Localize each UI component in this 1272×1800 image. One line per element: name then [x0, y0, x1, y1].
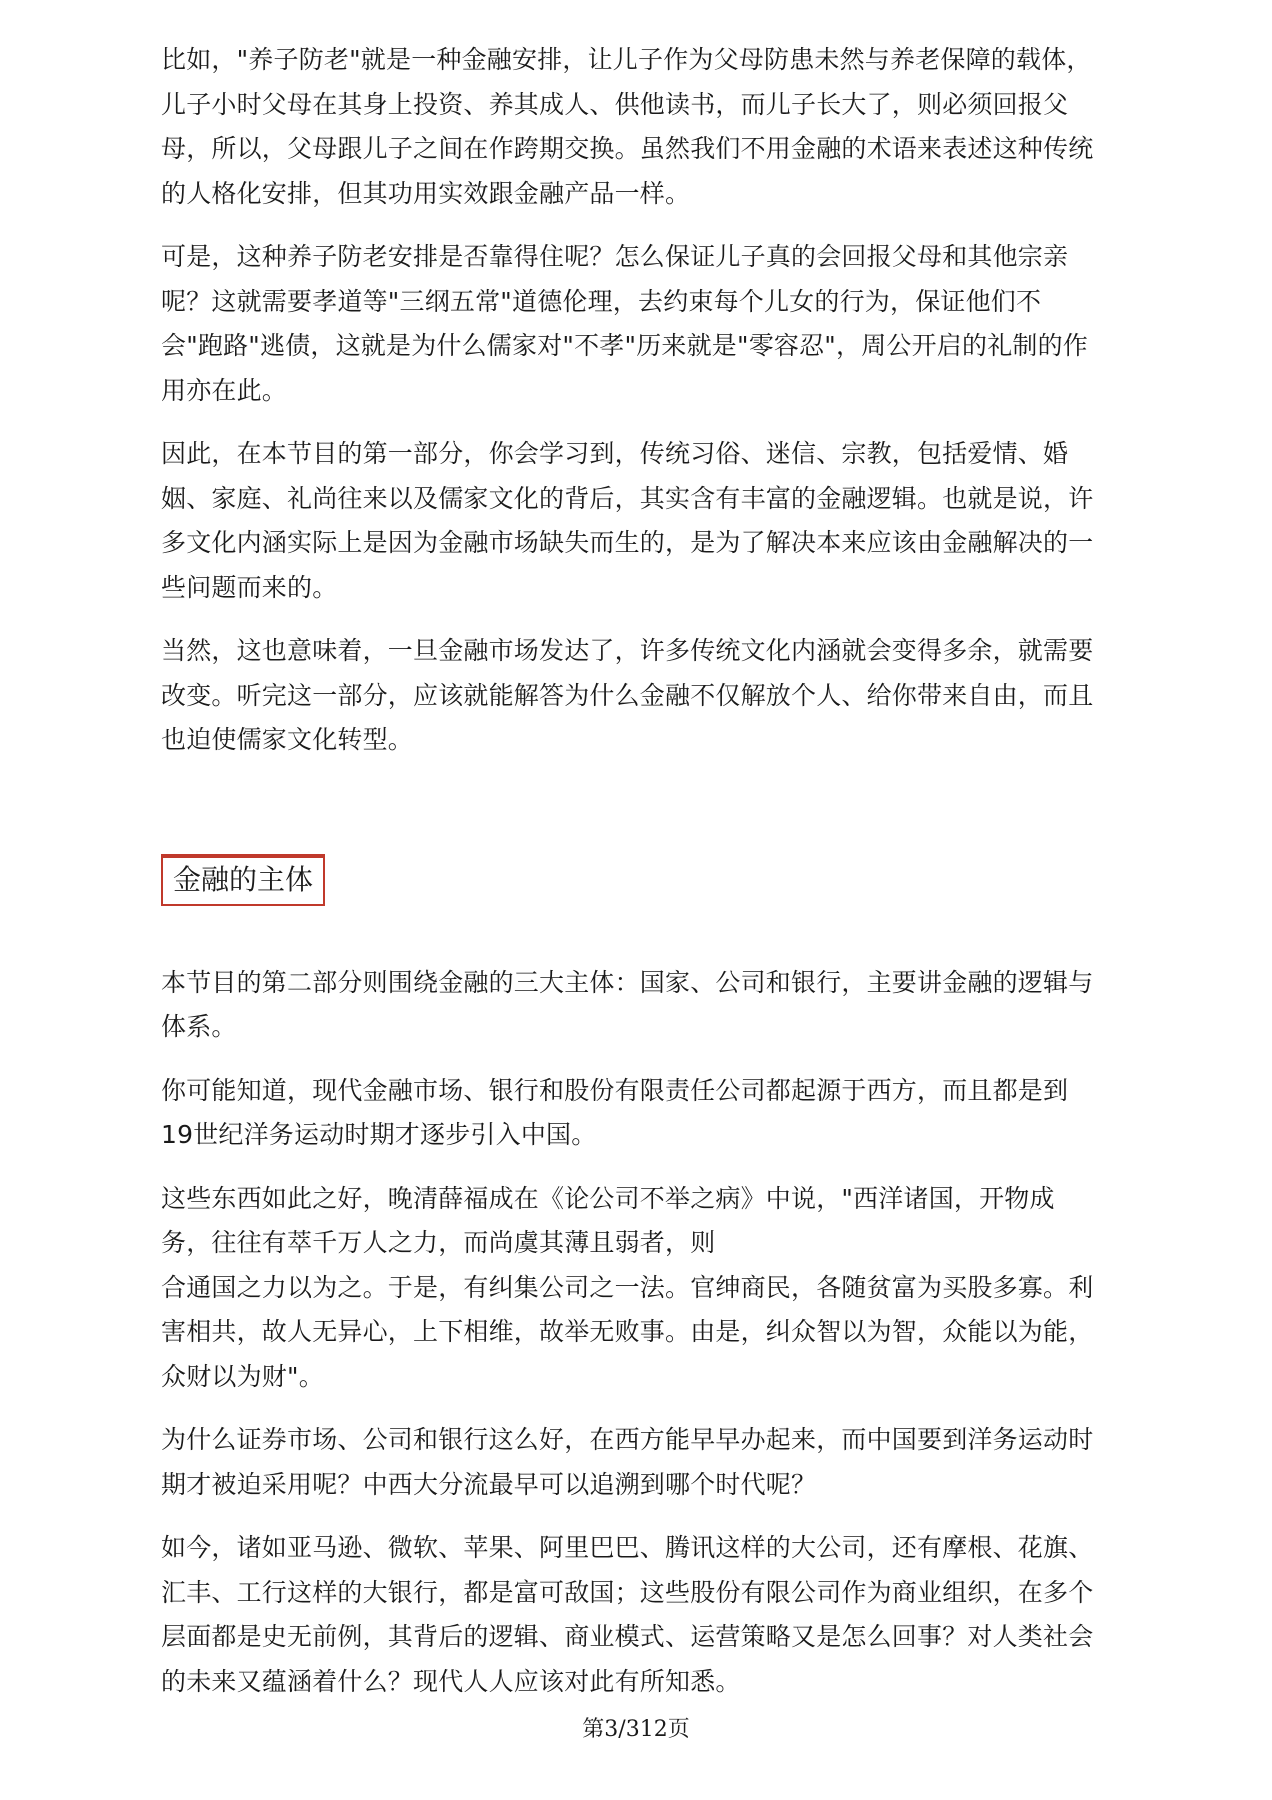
page-number: 第3/312页 — [582, 1717, 690, 1742]
text-line: 合通国之力以为之。于是，有纠集公司之一法。官绅商民，各随贫富为买股多寡。利 — [161, 1272, 1094, 1302]
paragraph — [161, 38, 1121, 216]
text-line: 呢？这就需要孝道等"三纲五常"道德伦理，去约束每个儿女的行为，保证他们不 — [161, 286, 1042, 316]
text-line: 因此，在本节目的第一部分，你会学习到，传统习俗、迷信、宗教，包括爱情、婚 — [161, 439, 1069, 468]
paragraph — [161, 1526, 1121, 1704]
text-line: 多文化内涵实际上是因为金融市场缺失而生的，是为了解决本来应该由金融解决的一 — [161, 528, 1094, 557]
text-line: 的未来又蕴涵着什么？现代人人应该对此有所知悉。 — [161, 1666, 741, 1696]
text-line: 如今，诸如亚马逊、微软、苹果、阿里巴巴、腾讯这样的大公司，还有摩根、花旗、 — [161, 1533, 1094, 1562]
text-line: 改变。听完这一部分，应该就能解答为什么金融不仅解放个人、给你带来自由，而且 — [161, 680, 1094, 710]
paragraph — [161, 432, 1121, 610]
text-line: 19世纪洋务运动时期才逐步引入中国。 — [161, 1120, 597, 1149]
text-line: 当然，这也意味着，一旦金融市场发达了，许多传统文化内涵就会变得多余，就需要 — [161, 636, 1094, 665]
paragraphs-bottom — [161, 961, 1121, 1705]
text-line: 害相共，故人无异心，上下相维，故举无败事。由是，纠众智以为智，众能以为能， — [161, 1317, 1094, 1346]
text-line: 可是，这种养子防老安排是否靠得住呢？怎么保证儿子真的会回报父母和其他宗亲 — [161, 242, 1069, 271]
text-line: 的人格化安排，但其功用实效跟金融产品一样。 — [161, 178, 691, 208]
paragraph — [161, 629, 1121, 763]
text-line: 本节目的第二部分则围绕金融的三大主体：国家、公司和银行，主要讲金融的逻辑与 — [161, 967, 1094, 997]
text-line: 儿子小时父母在其身上投资、养其成人、供他读书，而儿子长大了，则必须回报父 — [161, 89, 1069, 119]
text-line: 母，所以，父母跟儿子之间在作跨期交换。虽然我们不用金融的术语来表述这种传统 — [161, 134, 1094, 163]
text-line: 务，往往有萃千万人之力，而尚虞其薄且弱者，则 — [161, 1228, 716, 1257]
paragraph — [161, 235, 1121, 413]
paragraph — [161, 1418, 1121, 1507]
paragraph — [161, 1177, 1121, 1400]
text-line: 为什么证券市场、公司和银行这么好，在西方能早早办起来，而中国要到洋务运动时 — [161, 1425, 1094, 1454]
text-line: 体系。 — [161, 1012, 237, 1041]
paragraph — [161, 961, 1121, 1050]
text-line: 比如，"养子防老"就是一种金融安排，让儿子作为父母防患未然与养老保障的载体， — [161, 45, 1092, 74]
text-line: 用亦在此。 — [161, 375, 288, 405]
document-body — [161, 38, 1121, 1723]
text-line: 会"跑路"逃债，这就是为什么儒家对"不孝"历来就是"零容忍"，周公开启的礼制的作 — [161, 331, 1088, 360]
text-line: 些问题而来的。 — [161, 572, 338, 602]
text-line: 汇丰、工行这样的大银行，都是富可敌国；这些股份有限公司作为商业组织，在多个 — [161, 1577, 1094, 1607]
paragraph — [161, 1069, 1121, 1158]
paragraphs-top — [161, 38, 1121, 763]
text-line: 你可能知道，现代金融市场、银行和股份有限责任公司都起源于西方，而且都是到 — [161, 1075, 1069, 1105]
text-line: 众财以为财"。 — [161, 1361, 324, 1391]
text-line: 期才被迫采用呢？中西大分流最早可以追溯到哪个时代呢？ — [161, 1469, 817, 1499]
text-line: 层面都是史无前例，其背后的逻辑、商业模式、运营策略又是怎么回事？对人类社会 — [161, 1622, 1094, 1651]
text-line: 姻、家庭、礼尚往来以及儒家文化的背后，其实含有丰富的金融逻辑。也就是说，许 — [161, 483, 1094, 513]
section-heading: 金融的主体 — [161, 854, 325, 906]
text-line: 也迫使儒家文化转型。 — [161, 725, 414, 754]
text-line: 这些东西如此之好，晚清薛福成在《论公司不举之病》中说，"西洋诸国，开物成 — [161, 1183, 1055, 1213]
